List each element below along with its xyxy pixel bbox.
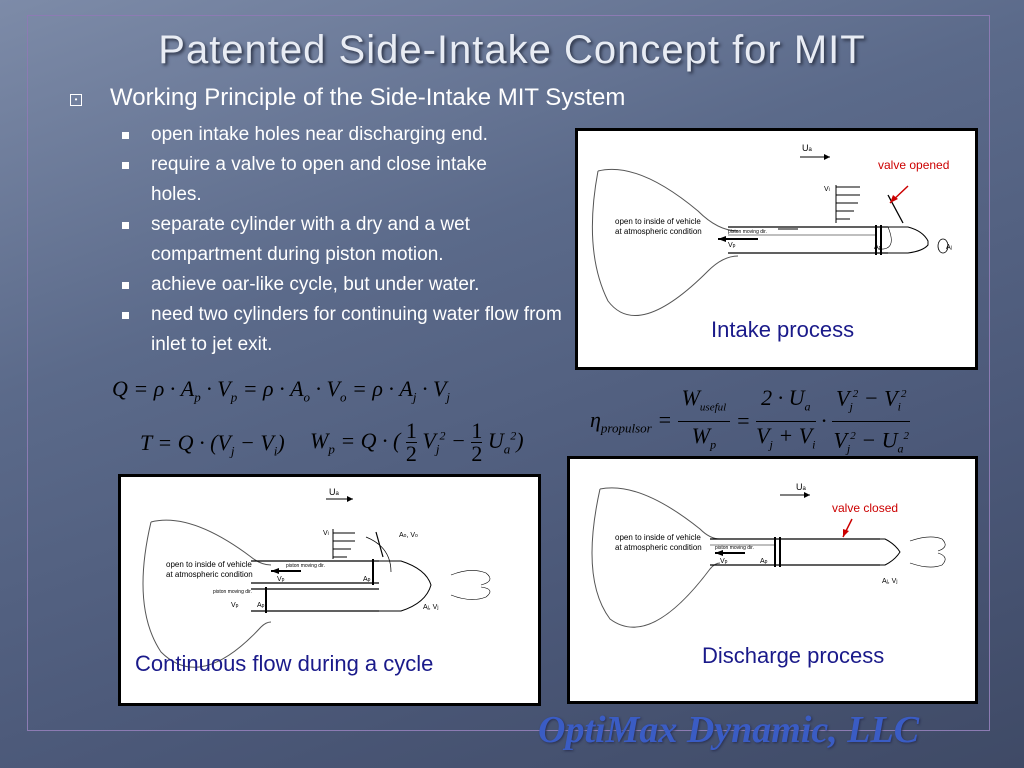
main-bullet	[70, 84, 625, 112]
sub-bullet: achieve oar-like cycle, but under water.	[120, 270, 570, 300]
piston-dir-label: piston moving dir.	[286, 563, 325, 569]
intake-process-panel	[575, 128, 978, 370]
vehicle-label: at atmospheric condition	[615, 543, 702, 552]
vehicle-label: at atmospheric condition	[166, 570, 253, 579]
ua-label: Ua	[329, 487, 339, 497]
sub-bullet: separate cylinder with a dry and a wet compartment during piston motion.	[120, 210, 571, 270]
ajvj-label: Aj, Vj	[882, 578, 898, 585]
valve-opened-label: valve opened	[878, 158, 950, 172]
vp-label: Vp	[231, 602, 239, 609]
aj-label: Aj	[946, 244, 952, 251]
bullet-marker-icon: •	[70, 94, 82, 106]
piston-dir-label: piston moving dir.	[728, 229, 767, 235]
efficiency-equation: $\eta_{propulsor}$ = $W_{useful}$ $W_p$ = $\frac{2 \cdot U_a}{V_j + V_i}$ · $\frac{V_j^2 - V_i^2}{V_j^2 - U_a^2}$	[590, 380, 910, 462]
ajvj-label: Aj, Vj	[423, 604, 439, 611]
slide-title: Patented Side-Intake Concept for MIT	[158, 28, 866, 72]
valve-closed-label: valve closed	[832, 501, 899, 515]
ap-label: Ap	[874, 244, 882, 251]
ua-label: Ua	[796, 482, 806, 492]
sub-bullet: need two cylinders for continuing water flow from inlet to jet exit.	[120, 300, 571, 360]
discharge-caption: Discharge process	[702, 643, 885, 668]
vi-label: Vi	[323, 530, 329, 537]
company-footer: OptiMax Dynamic, LLC	[538, 709, 920, 751]
ap-label: Ap	[363, 576, 371, 583]
square-bullet-icon	[122, 132, 129, 139]
power-equation: $W_p = Q$ · ( $\frac{1}{2}$ $V_j^2$ − $\frac{1}{2}$ $U_a^2$)	[310, 418, 524, 466]
vehicle-label: open to inside of vehicle	[615, 533, 701, 542]
square-bullet-icon	[122, 312, 129, 319]
vi-label: Vi	[824, 186, 830, 193]
ap-label: Ap	[760, 558, 768, 565]
vp-label: Vp	[720, 558, 728, 565]
square-bullet-icon	[122, 282, 129, 289]
main-bullet-text: Working Principle of the Side-Intake MIT System	[110, 84, 626, 111]
intake-caption: Intake process	[711, 317, 855, 342]
square-bullet-icon	[122, 162, 129, 169]
aovo-label: Ao, Vo	[399, 532, 418, 539]
piston-dir-label: piston moving dir.	[715, 545, 754, 551]
discharge-process-panel	[567, 456, 978, 704]
flow-equation: $Q = \rho \cdot A_p \cdot V_p = \rho \cdot A_o \cdot V_o = \rho \cdot A_j \cdot V_j$	[112, 376, 451, 405]
continuous-caption: Continuous flow during a cycle	[135, 651, 434, 676]
continuous-flow-panel	[118, 474, 541, 706]
ua-label: Ua	[802, 143, 812, 153]
square-bullet-icon	[122, 222, 129, 229]
vehicle-label: open to inside of vehicle	[166, 560, 252, 569]
vp-label: Vp	[277, 576, 285, 583]
vp-label: Vp	[728, 242, 736, 249]
thrust-equation: $T = Q \cdot (V_j - V_i)$	[140, 430, 285, 459]
sub-bullet-list	[120, 120, 570, 360]
vehicle-label: open to inside of vehicle	[615, 217, 701, 226]
vehicle-label: at atmospheric condition	[615, 227, 702, 236]
piston-dir-label: piston moving dir.	[213, 589, 252, 595]
sub-bullet: require a valve to open and close intake holes.	[120, 150, 491, 210]
ap-label: Ap	[257, 602, 265, 609]
sub-bullet: open intake holes near discharging end.	[120, 120, 570, 150]
